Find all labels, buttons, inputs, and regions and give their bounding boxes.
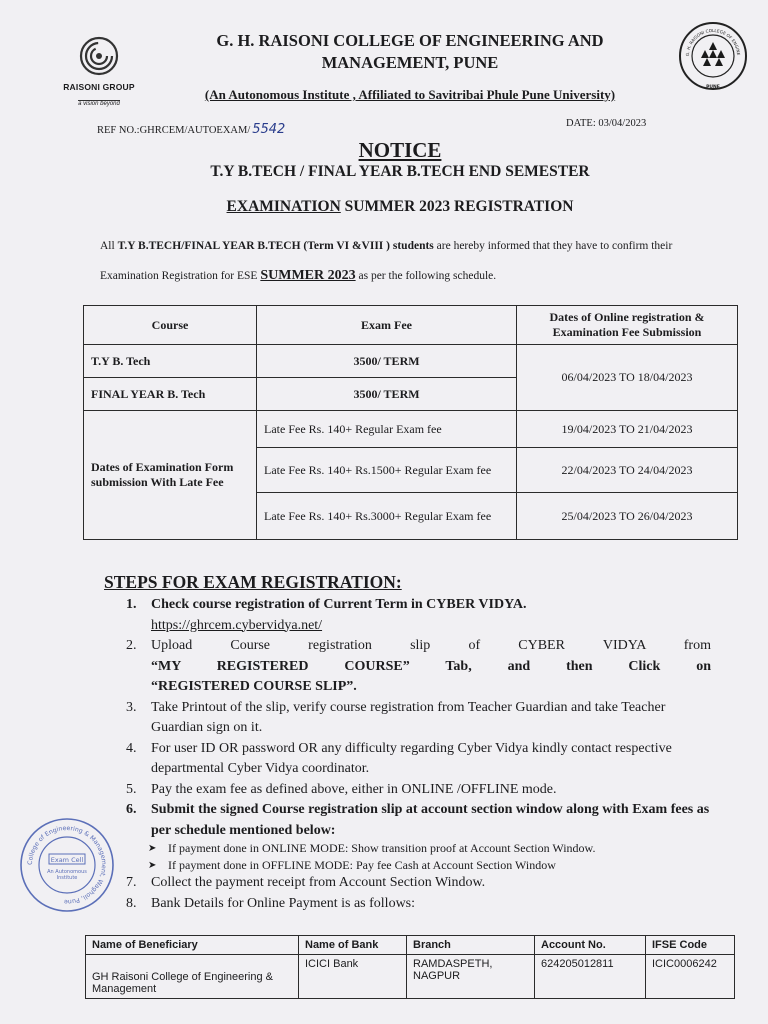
cell-fy-course: FINAL YEAR B. Tech	[84, 378, 257, 411]
fee-schedule-table	[83, 305, 738, 540]
step-text: Check course registration of Current Term in CYBER VIDYA.	[151, 597, 527, 612]
sub-item-text: If payment done in OFFLINE MODE: Pay fee Cash at Account Section Window	[168, 858, 556, 872]
cell-late-dates-2: 22/04/2023 TO 24/04/2023	[517, 448, 738, 493]
cell-ifsc: ICIC0006242	[646, 955, 735, 999]
stamp-institute: Institute	[56, 875, 78, 881]
cell-late-fee-2: Late Fee Rs. 140+ Rs.1500+ Regular Exam fee	[257, 448, 517, 493]
cybervidya-link[interactable]: https://ghrcem.cybervidya.net/	[151, 617, 323, 633]
step-text-line3: “REGISTERED COURSE SLIP”.	[151, 679, 357, 694]
sub-item-text: If payment done in ONLINE MODE: Show transition proof at Account Section Window.	[168, 841, 596, 855]
college-emblem-icon	[677, 20, 749, 92]
steps-list	[126, 595, 711, 914]
stamp-ring-text: College of Engineering & Management, Wagholi, Pune	[26, 824, 108, 906]
step-number: 7.	[126, 875, 137, 890]
step-number: 2.	[126, 638, 137, 653]
stamp-autonomous: An Autonomous	[47, 869, 87, 875]
notice-title: NOTICE	[358, 138, 442, 162]
cell-account: 624205012811	[535, 955, 646, 999]
list-item	[126, 698, 711, 739]
header-bank: Name of Bank	[299, 936, 407, 955]
bank-details-table	[85, 935, 735, 999]
notice-heading-line1: T.Y B.TECH / FINAL YEAR B.TECH END SEMESTER	[210, 163, 590, 180]
sub-item-offline	[126, 858, 711, 873]
list-item	[126, 636, 711, 698]
step-number: 4.	[126, 740, 137, 756]
cell-ty-fee: 3500/ TERM	[257, 345, 517, 378]
table-header-row	[84, 306, 738, 345]
step-number: 8.	[126, 895, 137, 911]
cell-late-dates-3: 25/04/2023 TO 26/04/2023	[517, 493, 738, 540]
emblem-city: PUNE	[706, 85, 720, 90]
intro-text-3: as per the following schedule.	[355, 270, 497, 282]
cell-fy-fee: 3500/ TERM	[257, 378, 517, 411]
table-row	[84, 345, 738, 378]
step-number: 3.	[126, 699, 137, 715]
logo-group-name: RAISONI GROUP	[63, 82, 135, 92]
notice-date: DATE: 03/04/2023	[566, 118, 647, 129]
step-number: 5.	[126, 781, 137, 797]
step-text: Submit the signed Course registration slip at account section window along with Exam fees as per schedule mentioned below:	[151, 802, 710, 838]
header-beneficiary: Name of Beneficiary	[86, 936, 299, 955]
ref-handwritten-number: 5542	[252, 122, 286, 137]
cell-late-fee-label: Dates of Examination Form submission With Late Fee	[84, 411, 257, 540]
header-branch: Branch	[407, 936, 535, 955]
list-item	[126, 780, 711, 801]
intro-text-2: are hereby informed that they have to confirm their Examination Registration for ESE	[100, 240, 673, 282]
raisoni-group-logo	[62, 36, 136, 110]
header-exam-fee: Exam Fee	[257, 306, 517, 345]
steps-title: STEPS FOR EXAM REGISTRATION:	[104, 572, 402, 592]
header-dates: Dates of Online registration & Examination Fee Submission	[517, 306, 738, 345]
step-text: Take Printout of the slip, verify course registration from Teacher Guardian and take Teacher Guardian sign on it.	[151, 699, 666, 735]
list-item	[126, 873, 711, 894]
heading-examination: EXAMINATION	[226, 198, 341, 215]
table-row	[86, 955, 735, 999]
list-item	[126, 894, 711, 915]
heading-summer-registration: SUMMER 2023 REGISTRATION	[344, 198, 574, 215]
logo-tagline: a vision beyond	[78, 101, 120, 107]
list-item	[126, 595, 711, 636]
swirl-logo-icon	[79, 36, 119, 76]
cell-late-fee-1: Late Fee Rs. 140+ Regular Exam fee	[257, 411, 517, 448]
step-text-line2: “MY REGISTERED COURSE” Tab, and then Click on	[151, 658, 711, 674]
college-title	[170, 30, 650, 74]
cell-late-fee-3: Late Fee Rs. 140+ Rs.3000+ Regular Exam fee	[257, 493, 517, 540]
list-item	[126, 800, 711, 841]
cell-branch: RAMDASPETH, NAGPUR	[407, 955, 535, 999]
intro-paragraph	[100, 232, 680, 291]
sub-item-online	[126, 841, 711, 856]
reference-number	[97, 122, 285, 137]
cell-bank: ICICI Bank	[299, 955, 407, 999]
intro-text-1: All	[100, 240, 118, 252]
step-text: Collect the payment receipt from Account Section Window.	[151, 875, 486, 890]
ref-prefix: REF NO.:GHRCEM/AUTOEXAM/	[97, 125, 251, 136]
exam-cell-stamp-icon	[18, 816, 116, 914]
header-ifsc: IFSE Code	[646, 936, 735, 955]
cell-beneficiary: GH Raisoni College of Engineering & Management	[86, 955, 299, 999]
header-course: Course	[84, 306, 257, 345]
list-item	[126, 739, 711, 780]
college-title-line2: MANAGEMENT, PUNE	[321, 53, 499, 72]
step-number: 6.	[126, 802, 137, 817]
table-row	[84, 411, 738, 448]
arrow-right-icon: ➤	[148, 860, 157, 871]
svg-text:G. H. RAISONI COLLEGE OF ENGIN	[677, 20, 741, 56]
intro-students: T.Y B.TECH/FINAL YEAR B.TECH (Term VI &VIII ) students	[117, 240, 434, 252]
cell-regular-dates: 06/04/2023 TO 18/04/2023	[517, 345, 738, 411]
college-title-line1: G. H. RAISONI COLLEGE OF ENGINEERING AND	[216, 31, 604, 50]
notice-heading-line2	[100, 198, 700, 216]
cell-ty-course: T.Y B. Tech	[84, 345, 257, 378]
step-number: 1.	[126, 597, 137, 612]
step-text: Bank Details for Online Payment is as follows:	[151, 895, 416, 911]
cell-late-dates-1: 19/04/2023 TO 21/04/2023	[517, 411, 738, 448]
step-text: For user ID OR password OR any difficulty regarding Cyber Vidya kindly contact respective departmental Cyber Vidya coordinator.	[151, 740, 672, 776]
stamp-exam-cell: Exam Cell	[50, 856, 84, 864]
affiliation-line: (An Autonomous Institute , Affiliated to Savitribai Phule Pune University)	[204, 87, 616, 102]
emblem-ring-text: G. H. RAISONI COLLEGE OF ENGINE	[684, 27, 742, 57]
header-account: Account No.	[535, 936, 646, 955]
arrow-right-icon: ➤	[148, 843, 157, 854]
intro-summer: SUMMER 2023	[260, 268, 356, 283]
step-text: Pay the exam fee as defined above, either in ONLINE /OFFLINE mode.	[151, 781, 557, 797]
step-text-line1: Upload Course registration slip of CYBER VIDYA from	[151, 638, 711, 653]
table-header-row	[86, 936, 735, 955]
